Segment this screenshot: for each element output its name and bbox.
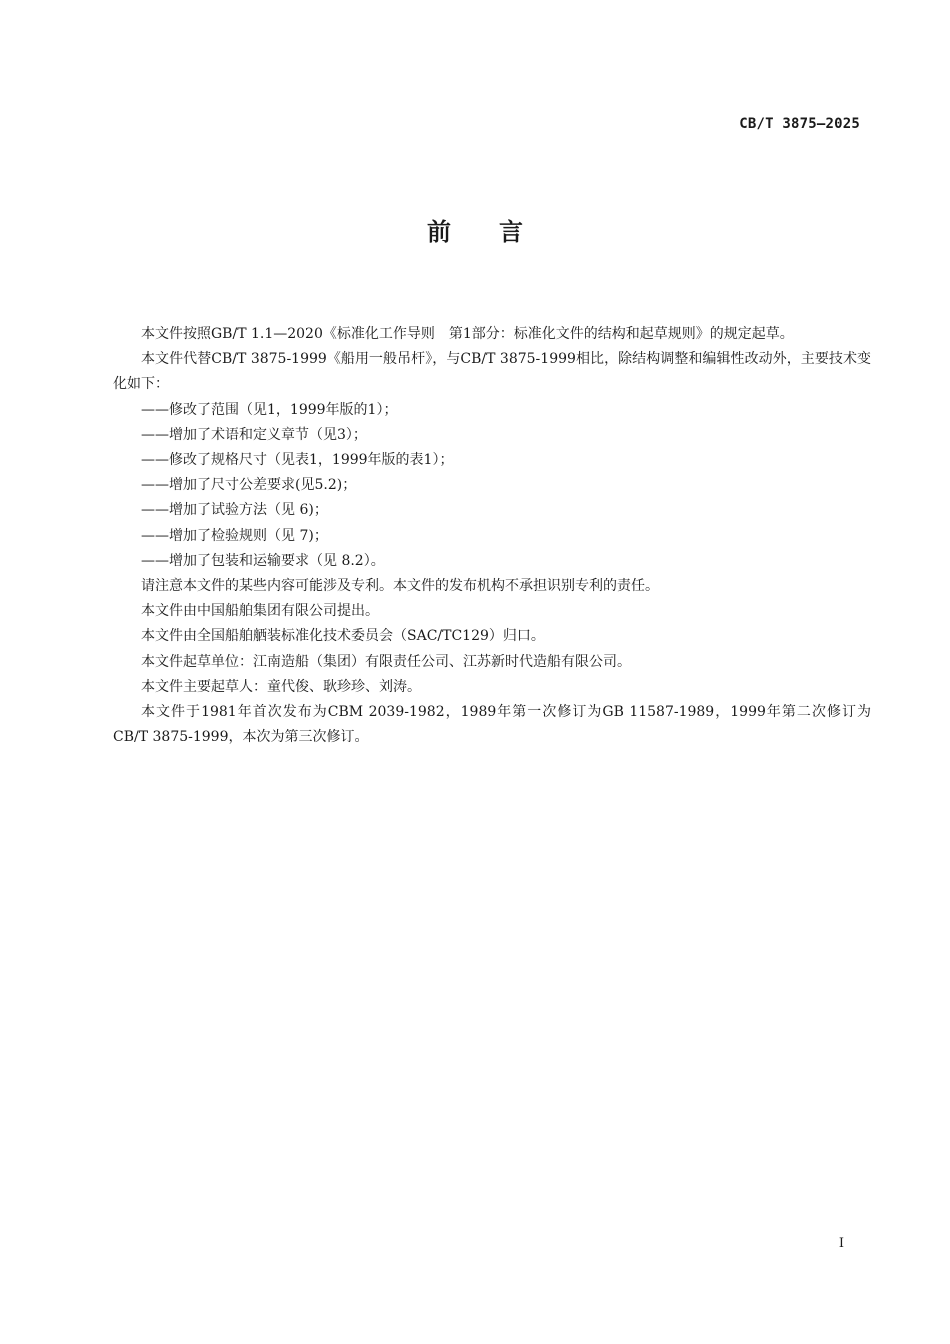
change-item: ——修改了规格尺寸（见表1，1999年版的表1）； (141, 452, 454, 469)
foreword-body (113, 322, 871, 750)
page-number: I (838, 1236, 844, 1251)
title-char-2: 言 (499, 218, 523, 246)
paragraph-replaces: 本文件代替CB/T 3875-1999《船用一般吊杆》，与CB/T 3875-1999相比，除结构调整和编辑性改动外，主要技术变化如下： (113, 351, 871, 393)
page-title (0, 212, 950, 247)
paragraph-drafters: 本文件主要起草人：童代俊、耿珍珍、刘涛。 (141, 678, 421, 695)
change-item: ——增加了尺寸公差要求(见5.2)； (141, 477, 357, 494)
paragraph-drafting-units: 本文件起草单位：江南造船（集团）有限责任公司、江苏新时代造船有限公司。 (141, 653, 631, 670)
change-item: ——增加了包装和运输要求（见 8.2）。 (141, 552, 385, 569)
change-item: ——增加了试验方法（见 6)； (141, 502, 328, 519)
change-item: ——增加了检验规则（见 7)； (141, 527, 328, 544)
paragraph-committee: 本文件由全国船舶舾装标准化技术委员会（SAC/TC129）归口。 (141, 628, 545, 645)
change-item: ——增加了术语和定义章节（见3）； (141, 426, 367, 443)
paragraph-proposer: 本文件由中国船舶集团有限公司提出。 (141, 603, 379, 620)
paragraph-drafting-rules: 本文件按照GB/T 1.1—2020《标准化工作导则 第1部分：标准化文件的结构和起草规则》的规定起草。 (141, 326, 794, 342)
title-char-1: 前 (427, 218, 451, 246)
paragraph-history: 本文件于1981年首次发布为CBM 2039-1982，1989年第一次修订为GB 11587-1989，1999年第二次修订为CB/T 3875-1999，本次为第三次修订。 (113, 704, 871, 746)
paragraph-patent-notice: 请注意本文件的某些内容可能涉及专利。本文件的发布机构不承担识别专利的责任。 (141, 578, 659, 595)
change-item: ——修改了范围（见1，1999年版的1）； (141, 401, 398, 418)
document-code: CB/T 3875—2025 (739, 116, 860, 132)
